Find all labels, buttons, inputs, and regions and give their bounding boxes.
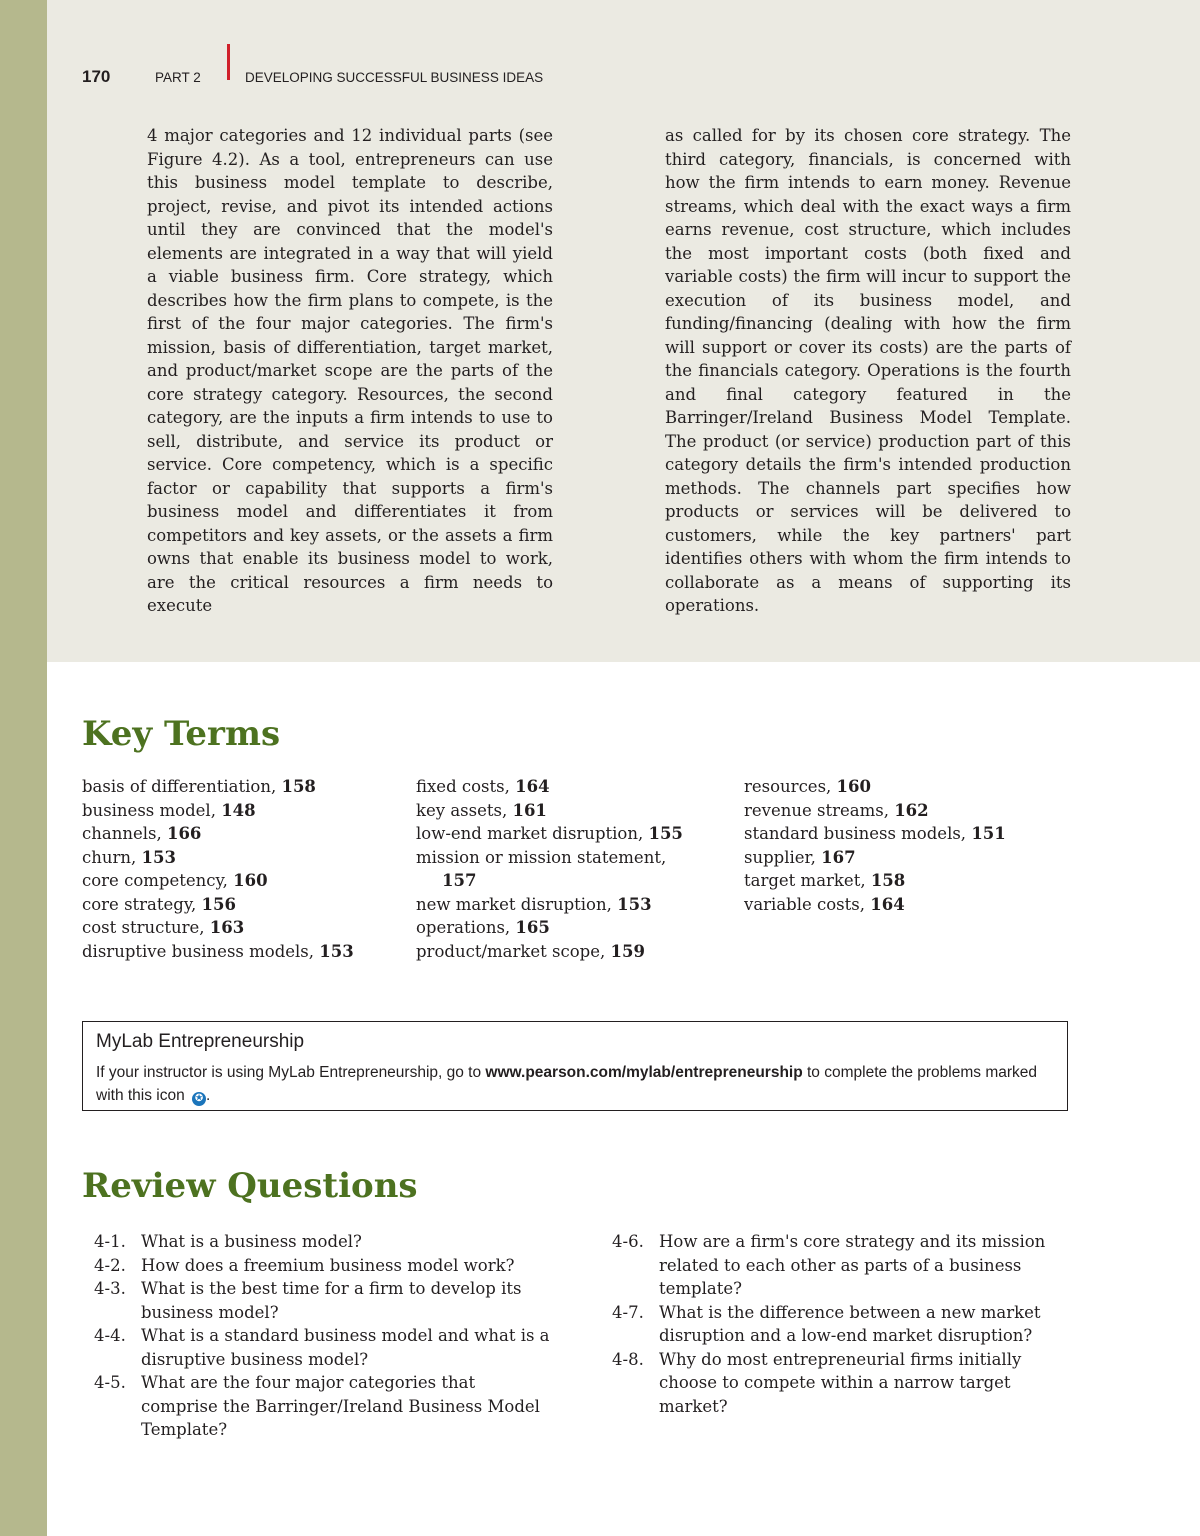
key-term-item bbox=[82, 916, 354, 940]
summary-paragraph: 4 major categories and 12 individual parts (see Figure 4.2). As a tool, entrepreneurs can use this business model template to describe, project, revise, and pivot its intended actions until they are convinced that the model's elements are integrated in a way that will yield a viable business firm. Core strategy, which describes how the firm plans to compete, is the first of the four major categories. The firm's mission, basis of differentiation, target market, and product/market scope are the parts of the core strategy category. Resources, the second category, are the inputs a firm intends to use to sell, distribute, and service its product or service. Core competency, which is a specific factor or capability that supports a firm's business model and differentiates it from competitors and key assets, or the assets a firm owns that enable its business model to work, are the critical resources a firm needs to execute bbox=[147, 126, 553, 615]
key-term-label: mission or mission statement, bbox=[416, 847, 667, 867]
key-term-item bbox=[82, 940, 354, 964]
header-divider bbox=[227, 44, 230, 80]
key-term-item bbox=[82, 799, 354, 823]
key-term-label: disruptive business models, bbox=[82, 941, 315, 961]
question-number: 4-8. bbox=[612, 1349, 644, 1369]
key-term-page: 153 bbox=[617, 894, 652, 914]
key-term-page: 159 bbox=[610, 941, 645, 961]
key-term-page: 165 bbox=[515, 918, 550, 937]
chapter-title: DEVELOPING SUCCESSFUL BUSINESS IDEAS bbox=[245, 70, 544, 85]
key-term-label: resources, bbox=[744, 777, 832, 796]
question-text: What is the difference between a new market disruption and a low-end market disruption? bbox=[659, 1302, 1041, 1345]
mylab-callout bbox=[82, 1021, 1068, 1111]
key-term-item bbox=[744, 869, 1006, 893]
key-terms-column-3 bbox=[744, 775, 1006, 916]
key-term-page: 155 bbox=[648, 824, 683, 843]
question-text: Why do most entrepreneurial firms initially choose to compete within a narrow target market? bbox=[659, 1349, 1022, 1416]
key-term-page: 164 bbox=[515, 777, 550, 796]
key-term-item bbox=[416, 846, 683, 870]
key-terms-column-1 bbox=[82, 775, 354, 963]
key-term-label: cost structure, bbox=[82, 918, 205, 937]
key-term-page: 164 bbox=[870, 894, 905, 914]
key-term-item bbox=[82, 822, 354, 846]
mylab-text bbox=[96, 1061, 1056, 1107]
key-term-label: core competency, bbox=[82, 871, 228, 890]
review-question bbox=[612, 1301, 1072, 1348]
key-term-label: variable costs, bbox=[744, 894, 865, 914]
key-term-item bbox=[416, 916, 683, 940]
key-term-item bbox=[744, 893, 1006, 917]
question-text: How are a firm's core strategy and its mission related to each other as parts of a business template? bbox=[659, 1232, 1046, 1298]
mylab-title: MyLab Entrepreneurship bbox=[96, 1031, 305, 1052]
key-term-page: 148 bbox=[221, 800, 256, 820]
mylab-url-link[interactable]: www.pearson.com/mylab/entrepreneurship bbox=[485, 1064, 803, 1081]
key-term-label: product/market scope, bbox=[416, 941, 606, 961]
key-term-item bbox=[744, 846, 1006, 870]
key-term-label: revenue streams, bbox=[744, 800, 889, 820]
review-question bbox=[612, 1348, 1072, 1419]
key-term-page: 163 bbox=[209, 918, 245, 937]
key-term-item bbox=[82, 775, 354, 799]
key-terms-column-2 bbox=[416, 775, 683, 963]
review-question bbox=[94, 1371, 554, 1442]
mylab-text-intro: If your instructor is using MyLab Entrepreneurship, go to bbox=[96, 1064, 486, 1081]
key-term-label: standard business models, bbox=[744, 824, 967, 843]
question-number: 4-2. bbox=[94, 1255, 126, 1275]
key-term-page: 167 bbox=[821, 847, 856, 867]
question-number: 4-7. bbox=[612, 1302, 644, 1322]
question-text: What is the best time for a firm to develop its business model? bbox=[141, 1279, 522, 1322]
left-margin-band bbox=[0, 0, 47, 1536]
question-number: 4-4. bbox=[94, 1326, 126, 1345]
question-number: 4-6. bbox=[612, 1232, 644, 1251]
key-term-label: supplier, bbox=[744, 847, 816, 867]
key-term-label: business model, bbox=[82, 800, 216, 820]
review-questions-left bbox=[94, 1230, 554, 1442]
key-term-item bbox=[744, 799, 1006, 823]
key-term-item bbox=[416, 799, 683, 823]
review-questions-right bbox=[612, 1230, 1072, 1418]
key-term-item bbox=[416, 893, 683, 917]
question-text: What is a business model? bbox=[141, 1232, 362, 1251]
key-term-page: 166 bbox=[166, 824, 202, 843]
review-question bbox=[94, 1324, 554, 1371]
part-label: PART 2 bbox=[155, 70, 201, 85]
mylab-text-outro: to complete the problems marked with this icon bbox=[96, 1064, 1038, 1104]
summary-paragraph: as called for by its chosen core strategy. The third category, financials, is concerned with how the firm intends to earn money. Revenue streams, which deal with the exact ways a firm earns revenue, cost structure, which includes the most important costs (both fixed and variable costs) the firm will incur to support the execution of its business model, and funding/financing (dealing with how the firm will support or cover its costs) are the parts of the financials category. Operations is the fourth and final category featured in the Barringer/Ireland Business Model Template. The product (or service) production part of this category details the firm's intended production methods. The channels part specifies how products or services will be delivered to customers, while the key partners' part identifies others with whom the firm intends to collaborate as a means of supporting its operations. bbox=[665, 126, 1071, 615]
key-term-page: 156 bbox=[201, 894, 236, 914]
key-term-page: 162 bbox=[894, 800, 929, 820]
key-term-label: fixed costs, bbox=[416, 777, 510, 796]
key-term-item bbox=[82, 846, 354, 870]
key-term-label: core strategy, bbox=[82, 894, 197, 914]
review-question bbox=[94, 1254, 554, 1278]
key-term-page: 153 bbox=[319, 941, 354, 961]
page-number: 170 bbox=[82, 67, 111, 86]
question-text: How does a freemium business model work? bbox=[141, 1255, 515, 1275]
question-number: 4-1. bbox=[94, 1232, 126, 1251]
summary-left-column bbox=[147, 124, 553, 618]
mylab-text-end: . bbox=[206, 1087, 211, 1104]
key-term-item bbox=[416, 775, 683, 799]
key-term-item bbox=[744, 775, 1006, 799]
key-term-item bbox=[82, 869, 354, 893]
key-term-item bbox=[82, 893, 354, 917]
summary-right-column bbox=[665, 124, 1071, 618]
key-term-item bbox=[416, 869, 683, 893]
key-term-item bbox=[416, 940, 683, 964]
key-term-label: key assets, bbox=[416, 800, 508, 820]
key-term-page: 151 bbox=[971, 824, 1006, 843]
key-term-item bbox=[416, 822, 683, 846]
key-term-label: operations, bbox=[416, 918, 511, 937]
question-text: What are the four major categories that comprise the Barringer/Ireland Business Model Template? bbox=[141, 1373, 540, 1439]
question-number: 4-3. bbox=[94, 1279, 126, 1298]
review-question bbox=[94, 1277, 554, 1324]
review-questions-heading: Review Questions bbox=[82, 1166, 418, 1206]
key-term-page: 160 bbox=[836, 777, 871, 796]
key-term-page: 158 bbox=[281, 777, 316, 796]
key-term-label: new market disruption, bbox=[416, 894, 612, 914]
key-term-label: churn, bbox=[82, 847, 137, 867]
key-term-page: 158 bbox=[870, 871, 906, 890]
mylab-star-icon: ✪ bbox=[192, 1092, 206, 1106]
review-question bbox=[612, 1230, 1072, 1301]
question-text: What is a standard business model and what is a disruptive business model? bbox=[141, 1326, 550, 1369]
key-term-label: basis of differentiation, bbox=[82, 777, 277, 796]
key-term-item bbox=[744, 822, 1006, 846]
key-term-label: low-end market disruption, bbox=[416, 824, 644, 843]
key-term-page: 153 bbox=[141, 847, 176, 867]
key-term-label: target market, bbox=[744, 871, 866, 890]
key-term-page: 157 bbox=[442, 871, 477, 890]
key-terms-heading: Key Terms bbox=[82, 714, 281, 754]
key-term-label: channels, bbox=[82, 824, 162, 843]
question-number: 4-5. bbox=[94, 1373, 126, 1392]
key-term-page: 160 bbox=[233, 871, 268, 890]
key-term-page: 161 bbox=[512, 800, 547, 820]
review-question bbox=[94, 1230, 554, 1254]
